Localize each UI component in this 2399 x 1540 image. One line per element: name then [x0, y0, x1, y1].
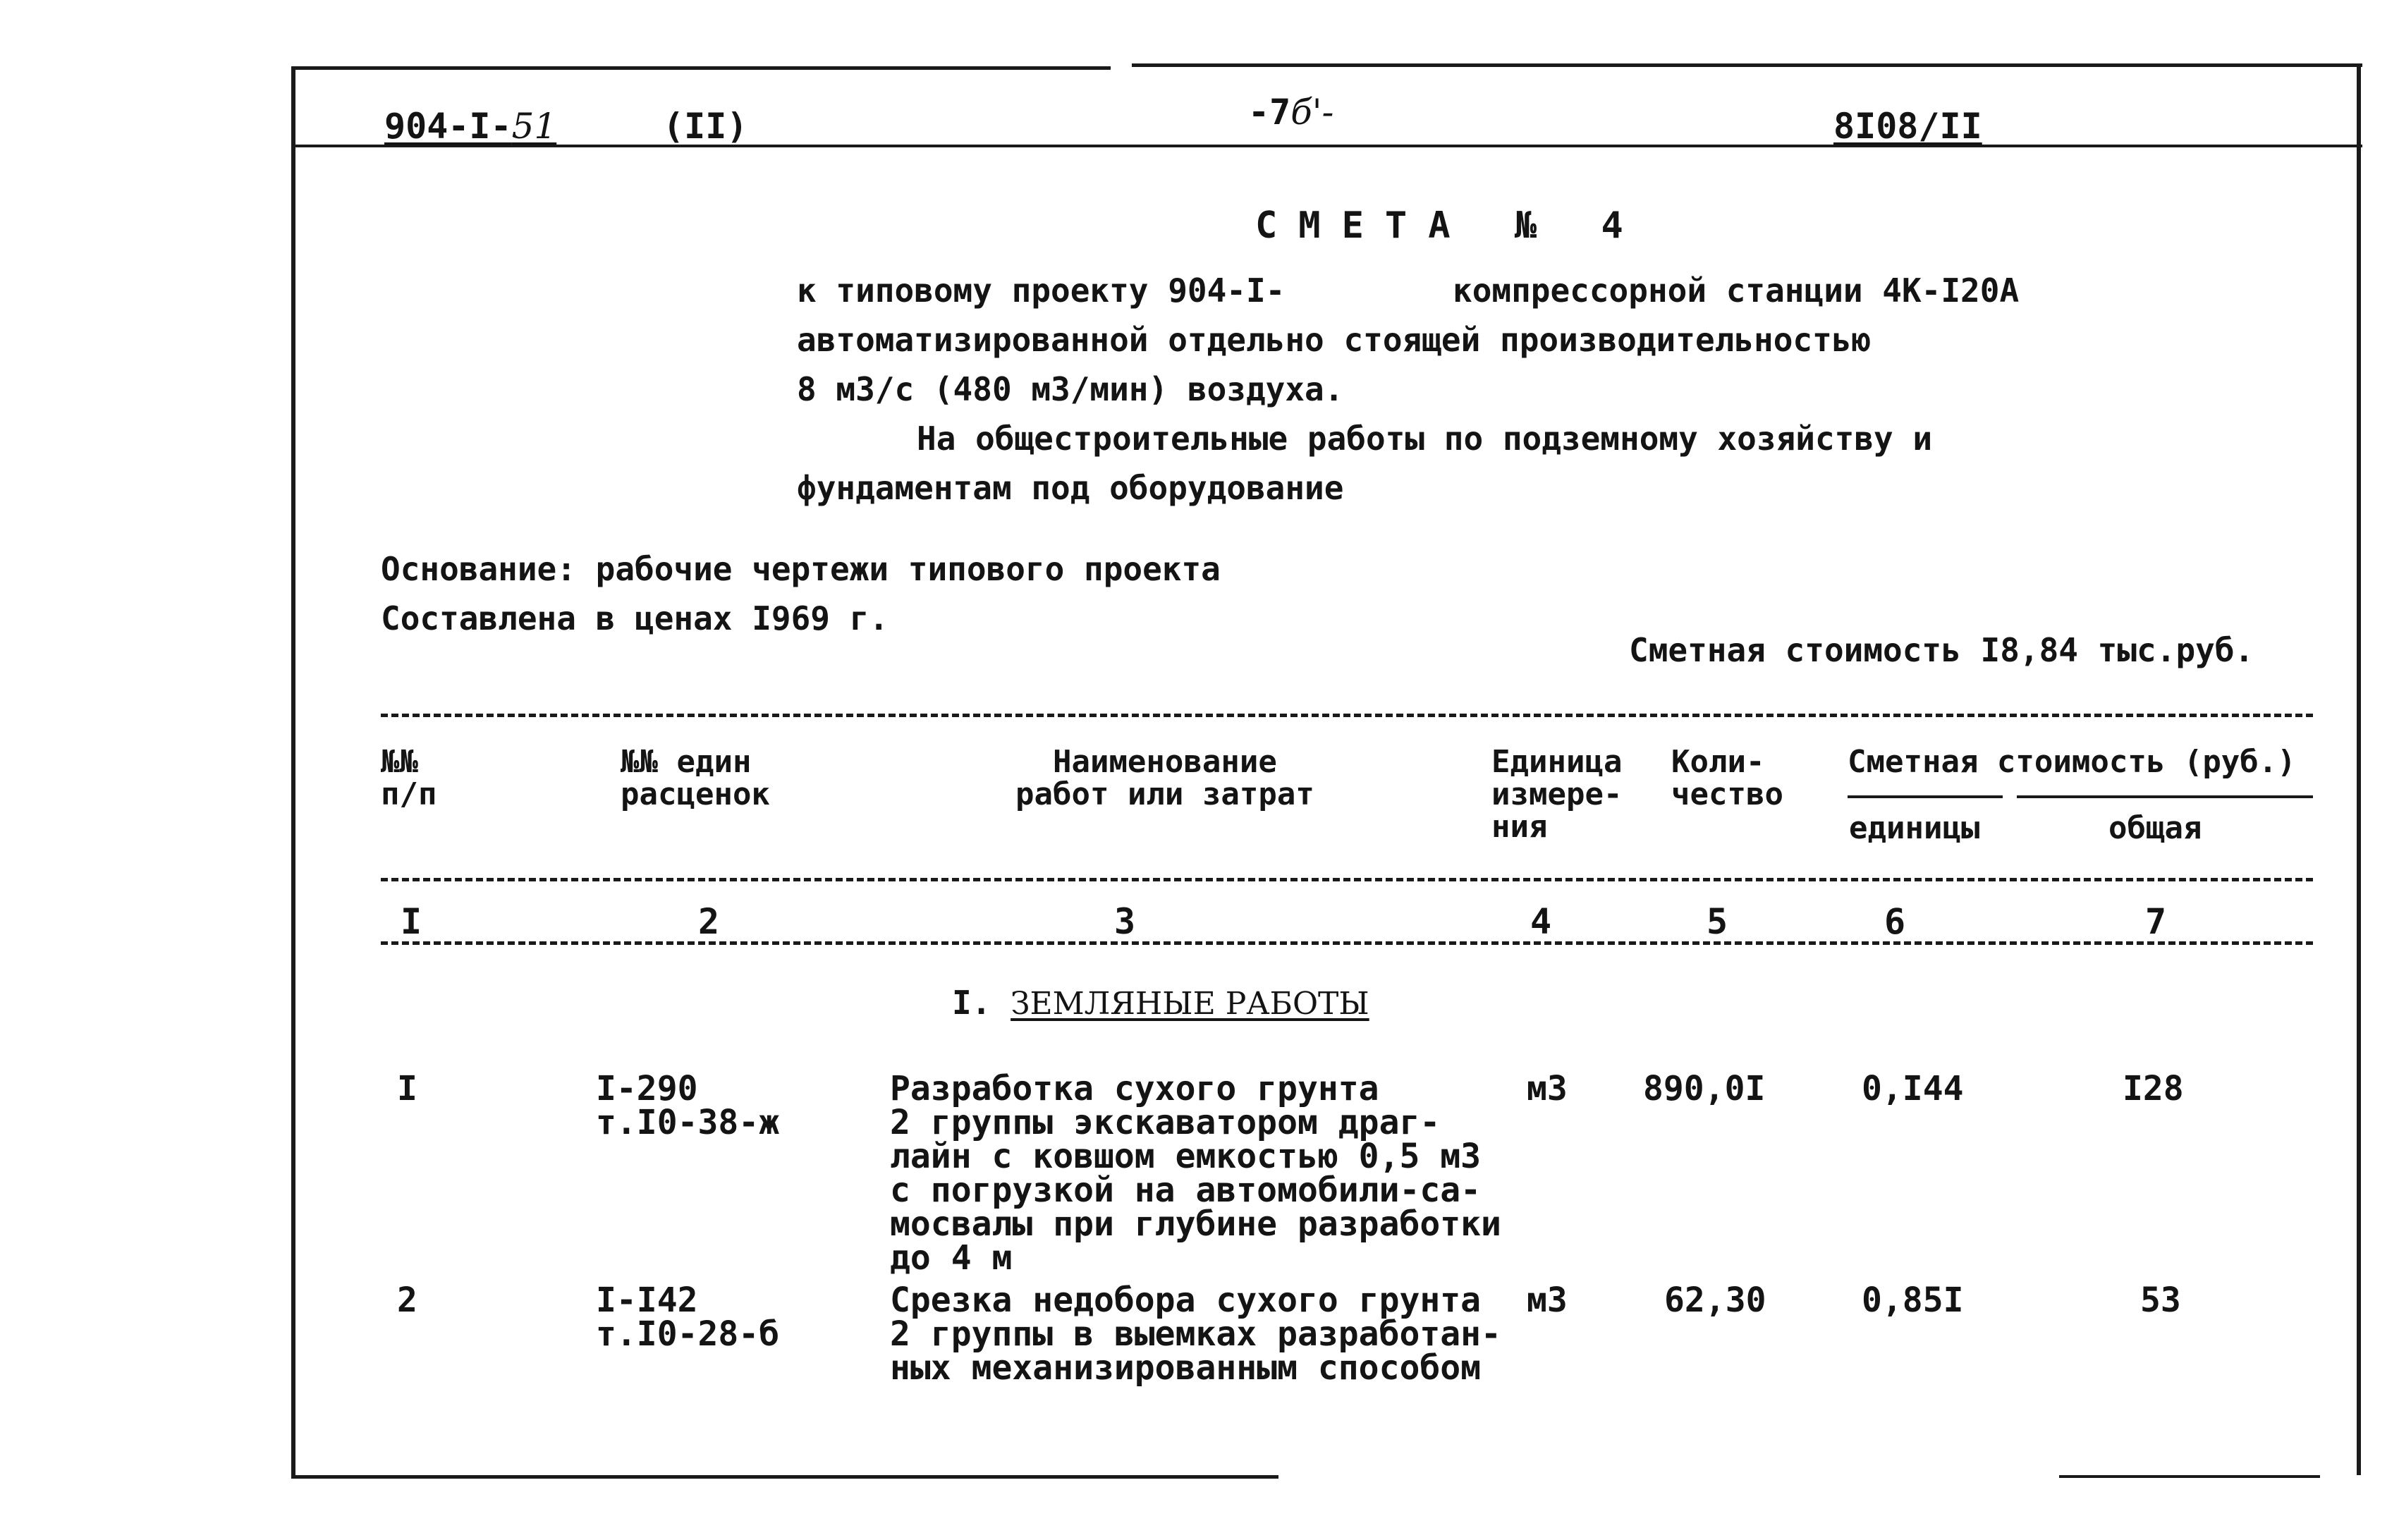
row-1-desc-l3: лайн с ковшом емкостью 0,5 м3	[890, 1137, 1482, 1176]
frame-bottom-left	[291, 1475, 1278, 1479]
row-2-desc-l1: Срезка недобора сухого грунта	[890, 1281, 1482, 1320]
basis-line: Основание: рабочие чертежи типового проекта	[381, 550, 1221, 588]
col-5-head	[1671, 746, 1783, 811]
prices-line: Составлена в ценах I969 г.	[381, 599, 889, 637]
doc-code	[384, 106, 556, 147]
doc-code-prefix: 904-I-	[384, 106, 512, 147]
col-4-head-l1: Единица	[1491, 744, 1623, 780]
intro-line-3: 8 м3/с (480 м3/мин) воздуха.	[797, 370, 1344, 408]
page-mark	[1248, 92, 1333, 133]
col-3-head	[1015, 746, 1314, 811]
section-title	[952, 984, 1369, 1022]
col-67-group-head: Сметная стоимость (руб.)	[1848, 744, 2296, 780]
col-5-head-l2: чество	[1671, 776, 1783, 812]
row-1-desc-l4: с погрузкой на автомобили-са-	[890, 1171, 1482, 1210]
row-2-desc-l3: ных механизированным способом	[890, 1348, 1482, 1388]
row-2-code-l1: I-I42	[596, 1281, 698, 1320]
row-1-desc-l1: Разработка сухого грунта	[890, 1069, 1379, 1108]
row-2-code	[596, 1281, 780, 1354]
row-1-code	[596, 1069, 780, 1142]
col-2-head	[621, 746, 770, 811]
intro-line-1b: компрессорной станции 4К-I20А	[1453, 271, 2020, 310]
col-number-5: 5	[1707, 901, 1728, 942]
row-1-code-l2: т.I0-38-ж	[596, 1103, 780, 1142]
col-7-head-rule	[2017, 795, 2313, 798]
row-1-desc	[890, 1069, 1501, 1278]
intro-line-1a: к типовому проекту 904-I-	[797, 271, 1286, 310]
col-1-head	[381, 746, 437, 811]
frame-header-rule	[293, 145, 2362, 147]
row-2-unit: м3	[1527, 1281, 1568, 1320]
row-2-code-l2: т.I0-28-б	[596, 1314, 780, 1354]
col-5-head-l1: Коли-	[1671, 744, 1765, 780]
col-number-4: 4	[1530, 901, 1552, 942]
document-title: СМЕТА № 4	[1255, 204, 1644, 247]
page-mark-printed: -7	[1248, 92, 1291, 133]
frame-top-left	[293, 66, 1111, 70]
col-4-head-l2: измере-	[1491, 776, 1623, 812]
intro-line-5: фундаментам под оборудование	[797, 469, 1344, 507]
col-numbers-rule	[381, 941, 2313, 945]
row-1-total: I28	[2123, 1069, 2184, 1108]
sheet-code: 8I08/II	[1833, 106, 1982, 147]
col-3-head-l1: Наименование	[1052, 744, 1277, 780]
doc-code-handwritten: 51	[511, 106, 557, 147]
intro-line-2: автоматизированной отдельно стоящей производительностью	[797, 321, 1872, 359]
row-2-total: 53	[2140, 1281, 2181, 1320]
frame-bottom-right	[2059, 1475, 2320, 1478]
row-1-unit-cost: 0,I44	[1862, 1069, 1964, 1108]
col-3-head-l2: работ или затрат	[1015, 776, 1314, 812]
frame-left	[291, 66, 295, 1477]
table-header-rule	[381, 878, 2313, 881]
section-mark: (II)	[663, 106, 748, 147]
row-2-no: 2	[397, 1281, 417, 1320]
row-1-desc-l6: до 4 м	[890, 1238, 1013, 1278]
col-number-1: I	[401, 901, 422, 942]
row-1-no: I	[397, 1069, 417, 1108]
row-2-desc-l2: 2 группы в выемках разработан-	[890, 1314, 1501, 1354]
row-1-unit: м3	[1527, 1069, 1568, 1108]
section-title-text: ЗЕМЛЯНЫЕ РАБОТЫ	[1011, 986, 1369, 1022]
row-1-code-l1: I-290	[596, 1069, 698, 1108]
col-7-head: общая	[2108, 810, 2202, 846]
estimated-cost: Сметная стоимость I8,84 тыс.руб.	[1629, 631, 2254, 669]
col-6-head-rule	[1848, 795, 2003, 798]
row-2-qty: 62,30	[1664, 1281, 1766, 1320]
frame-right	[2357, 65, 2361, 1475]
col-number-3: 3	[1114, 901, 1136, 942]
col-4-head-l3: ния	[1491, 809, 1548, 845]
col-1-head-l1: №№	[381, 744, 418, 780]
row-1-desc-l5: мосвалы при глубине разработки	[890, 1204, 1501, 1244]
col-1-head-l2: п/п	[381, 776, 437, 812]
col-6-head: единицы	[1849, 810, 1980, 846]
page-mark-handwritten: б'-	[1290, 92, 1334, 133]
intro-line-4: На общестроительные работы по подземному хозяйству и	[917, 420, 1933, 458]
col-2-head-l2: расценок	[621, 776, 770, 812]
row-1-desc-l2: 2 группы экскаватором драг-	[890, 1103, 1441, 1142]
frame-top-right	[1132, 63, 2362, 67]
table-top-rule	[381, 714, 2313, 717]
col-number-7: 7	[2145, 901, 2167, 942]
col-2-head-l1: №№ един	[621, 744, 752, 780]
col-4-head	[1491, 746, 1622, 843]
col-number-2: 2	[698, 901, 720, 942]
row-2-desc	[890, 1281, 1501, 1388]
row-2-unit-cost: 0,85I	[1862, 1281, 1964, 1320]
row-1-qty: 890,0I	[1643, 1069, 1766, 1108]
col-number-6: 6	[1884, 901, 1906, 942]
section-title-num: I.	[952, 984, 991, 1022]
